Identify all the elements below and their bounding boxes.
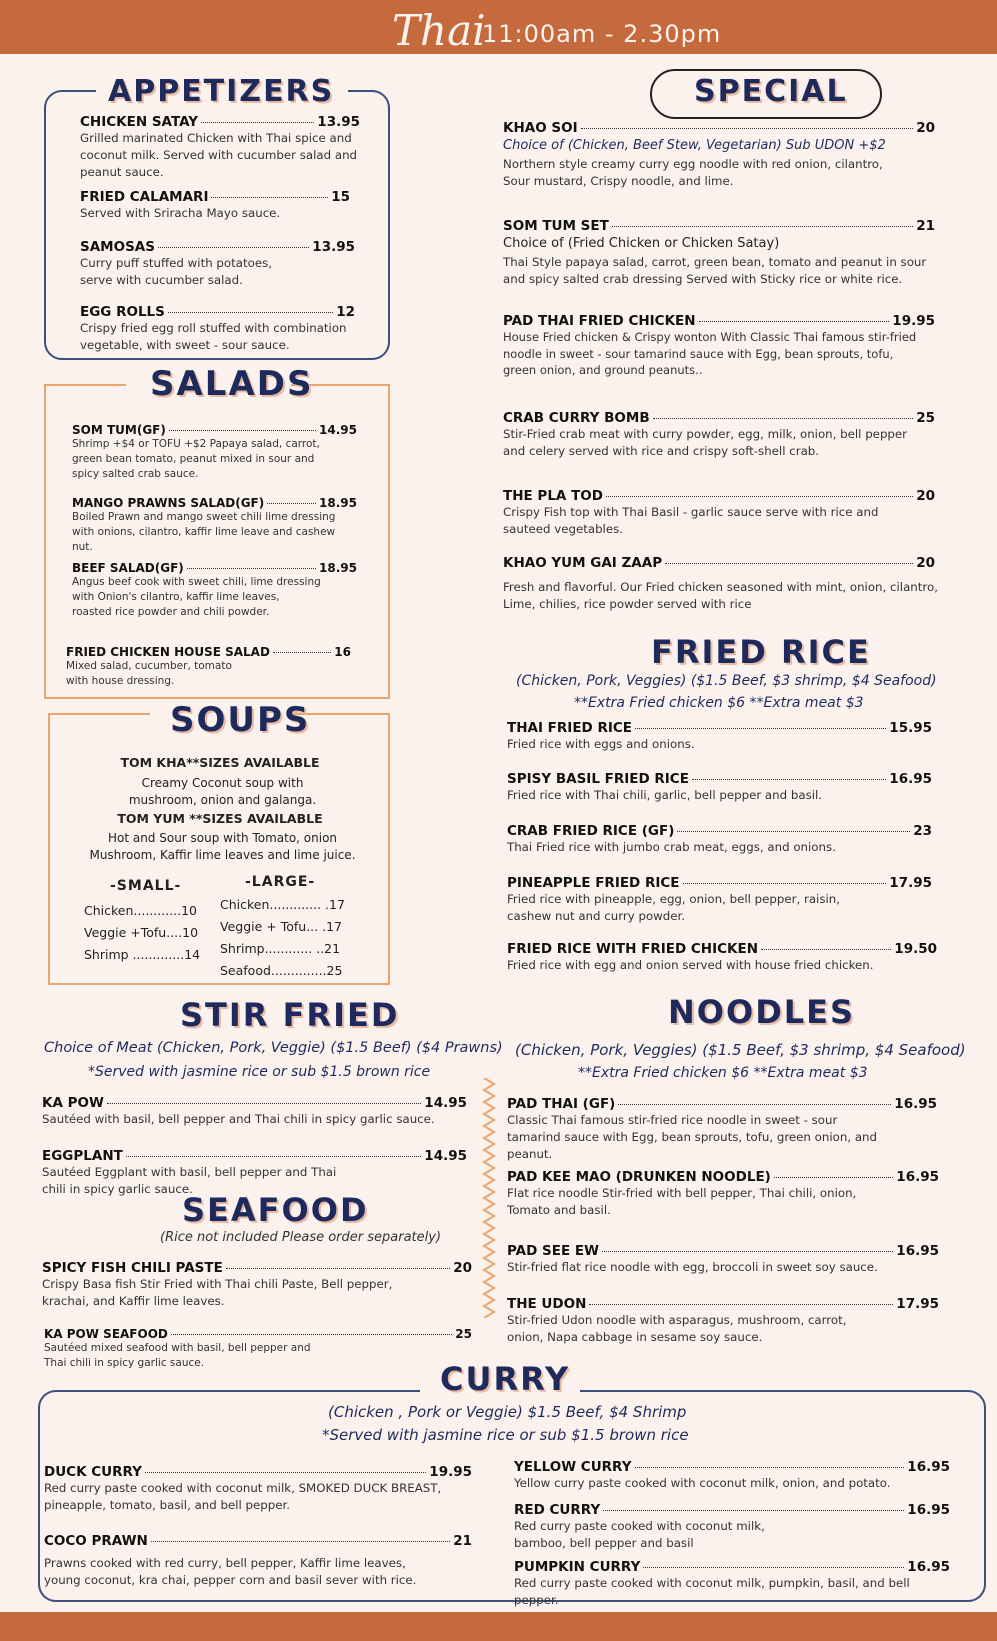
menu-item bbox=[503, 555, 938, 613]
item-desc: Served with Sriracha Mayo sauce. bbox=[80, 206, 281, 220]
item-name: THE UDON bbox=[507, 1296, 587, 1312]
item-price: 16.95 bbox=[907, 1559, 950, 1575]
item-name: FRIED CHICKEN HOUSE SALAD bbox=[66, 645, 270, 659]
noodles-note: (Chicken, Pork, Veggies) ($1.5 Beef, $3 shrimp, $4 Seafood) bbox=[515, 1041, 966, 1059]
item-desc: Mixed salad, cucumber, tomato with house dressing. bbox=[66, 660, 232, 688]
leader-dots bbox=[683, 883, 887, 884]
item-price: 20 bbox=[916, 555, 935, 571]
item-name: FRIED RICE WITH FRIED CHICKEN bbox=[507, 941, 759, 957]
item-desc: Crispy fried egg roll stuffed with combination vegetable, with sweet - sour sauce. bbox=[80, 321, 347, 353]
curry-title: CURRY bbox=[440, 1360, 571, 1398]
leader-dots bbox=[273, 652, 331, 653]
item-price: 13.95 bbox=[317, 114, 360, 130]
stir-fried-note: Choice of Meat (Chicken, Pork, Veggie) ($1.5 Beef) ($4 Prawns) bbox=[44, 1040, 503, 1056]
item-name: PAD THAI FRIED CHICKEN bbox=[503, 313, 696, 329]
leader-dots bbox=[692, 779, 886, 780]
leader-dots bbox=[606, 496, 913, 497]
leader-dots bbox=[145, 1472, 426, 1473]
leader-dots bbox=[602, 1251, 893, 1252]
item-desc: Stir-fried Udon noodle with asparagus, mushroom, carrot, onion, Napa cabbage in sesame soy sauce. bbox=[507, 1313, 847, 1345]
item-price: 16.95 bbox=[894, 1096, 937, 1112]
item-desc: Fried rice with eggs and onions. bbox=[507, 737, 695, 751]
item-price: 19.95 bbox=[892, 313, 935, 329]
item-desc: Curry puff stuffed with potatoes, serve with cucumber salad. bbox=[80, 256, 272, 288]
large-size-header: -LARGE- bbox=[245, 874, 316, 890]
item-desc: Angus beef cook with sweet chili, lime dressing with Onion's cilantro, kaffir lime leaves, roasted rice powder and chili powder. bbox=[72, 576, 321, 619]
item-name: BEEF SALAD(GF) bbox=[72, 561, 184, 575]
item-desc: Grilled marinated Chicken with Thai spice and coconut milk. Served with cucumber salad and peanut sauce. bbox=[80, 131, 358, 180]
item-name: PUMPKIN CURRY bbox=[514, 1559, 641, 1575]
stir-fried-note: *Served with jasmine rice or sub $1.5 brown rice bbox=[88, 1064, 431, 1080]
item-name: CRAB FRIED RICE (GF) bbox=[507, 823, 675, 839]
item-desc: Sautéed mixed seafood with basil, bell pepper and Thai chili in spicy garlic sauce. bbox=[44, 1342, 311, 1370]
size-price: Veggie + Tofu... .17 bbox=[220, 919, 342, 934]
item-name: KA POW SEAFOOD bbox=[44, 1327, 168, 1341]
leader-dots bbox=[126, 1156, 421, 1157]
item-name: COCO PRAWN bbox=[44, 1533, 148, 1549]
item-desc: Classic Thai famous stir-fried rice noodle in sweet - sour tamarind sauce with Egg, bean sprouts, tofu, green onion, and peanut. bbox=[507, 1113, 878, 1162]
header-hours: 11:00am - 2.30pm bbox=[482, 20, 722, 48]
item-name: CHICKEN SATAY bbox=[80, 114, 199, 130]
item-desc: Northern style creamy curry egg noodle with red onion, cilantro, Sour mustard, Crispy noodle, and lime. bbox=[503, 156, 883, 188]
menu-item bbox=[80, 304, 355, 354]
item-price: 25 bbox=[916, 410, 935, 426]
item-desc: Red curry paste cooked with coconut milk, pumpkin, basil, and bell pepper. bbox=[514, 1576, 910, 1608]
menu-item bbox=[503, 120, 935, 190]
item-name: PAD THAI (GF) bbox=[507, 1096, 616, 1112]
menu-item bbox=[72, 423, 357, 483]
menu-item bbox=[44, 1533, 472, 1589]
large-size-list bbox=[220, 894, 345, 982]
seafood-note: (Rice not included Please order separately) bbox=[160, 1230, 442, 1245]
item-desc: Red curry paste cooked with coconut milk, bamboo, bell pepper and basil bbox=[514, 1519, 765, 1551]
item-price: 15.95 bbox=[889, 720, 932, 736]
item-option: Choice of (Chicken, Beef Stew, Vegetarian) Sub UDON +$2 bbox=[503, 138, 886, 153]
item-name: KA POW bbox=[42, 1095, 104, 1111]
item-name: SOM TUM SET bbox=[503, 218, 609, 234]
leader-dots bbox=[151, 1541, 450, 1542]
noodles-note: **Extra Fried chicken $6 **Extra meat $3 bbox=[578, 1065, 868, 1081]
size-price: Veggie +Tofu....10 bbox=[84, 925, 199, 940]
menu-item bbox=[42, 1095, 467, 1128]
item-price: 17.95 bbox=[896, 1296, 939, 1312]
menu-item bbox=[72, 496, 357, 556]
item-price: 20 bbox=[453, 1260, 472, 1276]
menu-item bbox=[44, 1327, 472, 1371]
item-desc: Sautéed with basil, bell pepper and Thai chili in spicy garlic sauce. bbox=[42, 1112, 435, 1126]
leader-dots bbox=[603, 1510, 904, 1511]
item-name: PINEAPPLE FRIED RICE bbox=[507, 875, 680, 891]
item-price: 16.95 bbox=[907, 1502, 950, 1518]
menu-item bbox=[66, 645, 351, 689]
item-price: 19.95 bbox=[429, 1464, 472, 1480]
leader-dots bbox=[187, 568, 316, 569]
item-price: 16.95 bbox=[896, 1243, 939, 1259]
item-desc: Prawns cooked with red curry, bell pepper, Kaffir lime leaves, young coconut, kra chai, pepper corn and basil sever with rice. bbox=[44, 1556, 417, 1588]
menu-item bbox=[507, 1296, 939, 1346]
item-name: THE PLA TOD bbox=[503, 488, 603, 504]
item-name: EGGPLANT bbox=[42, 1148, 123, 1164]
item-price: 14.95 bbox=[319, 423, 357, 437]
item-price: 20 bbox=[916, 120, 935, 136]
leader-dots bbox=[665, 563, 913, 564]
item-price: 18.95 bbox=[319, 561, 357, 575]
salads-title: SALADS bbox=[150, 364, 314, 404]
item-name: DUCK CURRY bbox=[44, 1464, 142, 1480]
leader-dots bbox=[774, 1177, 893, 1178]
item-desc: Yellow curry paste cooked with coconut milk, onion, and potato. bbox=[514, 1476, 891, 1490]
item-name: PAD KEE MAO (DRUNKEN NOODLE) bbox=[507, 1169, 771, 1185]
item-desc: Fried rice with egg and onion served with house fried chicken. bbox=[507, 958, 874, 972]
leader-dots bbox=[635, 1467, 905, 1468]
leader-dots bbox=[168, 312, 333, 313]
item-name: THAI FRIED RICE bbox=[507, 720, 632, 736]
small-size-list bbox=[84, 900, 200, 966]
small-size-header: -SMALL- bbox=[110, 878, 182, 894]
item-desc: Fried rice with Thai chili, garlic, bell pepper and basil. bbox=[507, 788, 823, 802]
item-name: KHAO YUM GAI ZAAP bbox=[503, 555, 663, 571]
item-name: SAMOSAS bbox=[80, 239, 155, 255]
item-desc: Thai Style papaya salad, carrot, green bean, tomato and peanut in sour and spicy salted crab dressing Served with Sticky rice or white rice. bbox=[503, 254, 927, 286]
item-desc: Shrimp +$4 or TOFU +$2 Papaya salad, carrot, green bean tomato, peanut mixed in sour and spicy salted crab sauce. bbox=[72, 438, 320, 481]
menu-item bbox=[503, 488, 935, 538]
item-name: YELLOW CURRY bbox=[514, 1459, 632, 1475]
item-desc: Fresh and flavorful. Our Fried chicken seasoned with mint, onion, cilantro, Lime, chilies, rice powder served with rice bbox=[503, 580, 938, 612]
curry-note: (Chicken , Pork or Veggie) $1.5 Beef, $4 Shrimp bbox=[328, 1403, 687, 1421]
menu-item bbox=[507, 823, 932, 856]
menu-item bbox=[503, 313, 935, 379]
item-price: 14.95 bbox=[424, 1148, 467, 1164]
size-price: Seafood..............25 bbox=[220, 963, 343, 978]
leader-dots bbox=[158, 247, 309, 248]
item-price: 13.95 bbox=[312, 239, 355, 255]
leader-dots bbox=[618, 1104, 891, 1105]
item-desc: Stir-Fried crab meat with curry powder, egg, milk, onion, bell pepper and celery served with rice and crispy soft-shell crab. bbox=[503, 427, 908, 459]
leader-dots bbox=[169, 430, 316, 431]
item-desc: Thai Fried rice with jumbo crab meat, eggs, and onions. bbox=[507, 840, 836, 854]
leader-dots bbox=[677, 831, 910, 832]
item-price: 21 bbox=[453, 1533, 472, 1549]
menu-item bbox=[514, 1502, 950, 1552]
item-price: 23 bbox=[913, 823, 932, 839]
leader-dots bbox=[699, 321, 890, 322]
item-price: 16 bbox=[334, 645, 351, 659]
zigzag-divider bbox=[482, 1078, 496, 1318]
header-script-title: Thai bbox=[392, 6, 486, 55]
menu-item bbox=[514, 1459, 950, 1492]
footer-bar bbox=[0, 1612, 997, 1641]
size-price: Chicken............10 bbox=[84, 903, 197, 918]
size-price: Shrimp .............14 bbox=[84, 947, 201, 962]
leader-dots bbox=[267, 503, 316, 504]
item-name: PAD SEE EW bbox=[507, 1243, 599, 1259]
seafood-title: SEAFOOD bbox=[182, 1191, 369, 1229]
appetizers-title: APPETIZERS bbox=[108, 74, 335, 109]
leader-dots bbox=[171, 1334, 452, 1335]
item-desc: Crispy Basa fish Stir Fried with Thai chili Paste, Bell pepper, krachai, and Kaffir lime leaves. bbox=[42, 1277, 393, 1309]
leader-dots bbox=[761, 949, 891, 950]
size-price: Chicken............. .17 bbox=[220, 897, 345, 912]
menu-item bbox=[80, 239, 355, 289]
item-price: 17.95 bbox=[889, 875, 932, 891]
fried-rice-title: FRIED RICE bbox=[651, 633, 871, 671]
menu-item bbox=[507, 1096, 937, 1163]
item-price: 19.50 bbox=[894, 941, 937, 957]
leader-dots bbox=[589, 1304, 893, 1305]
leader-dots bbox=[226, 1268, 450, 1269]
stir-fried-title: STIR FRIED bbox=[180, 996, 400, 1034]
menu-item bbox=[42, 1260, 472, 1310]
item-price: 12 bbox=[336, 304, 355, 320]
menu-item bbox=[514, 1559, 950, 1609]
item-price: 25 bbox=[455, 1327, 472, 1341]
curry-note: *Served with jasmine rice or sub $1.5 brown rice bbox=[322, 1426, 689, 1444]
item-desc: Flat rice noodle Stir-fried with bell pepper, Thai chili, onion, Tomato and basil. bbox=[507, 1186, 857, 1218]
item-name: SPISY BASIL FRIED RICE bbox=[507, 771, 689, 787]
item-name: SOM TUM(GF) bbox=[72, 423, 166, 437]
menu-item bbox=[80, 189, 350, 222]
leader-dots bbox=[107, 1103, 421, 1104]
menu-item bbox=[507, 941, 937, 974]
menu-item bbox=[80, 114, 360, 181]
item-price: 18.95 bbox=[319, 496, 357, 510]
soup-tom-kha: TOM KHA**SIZES AVAILABLE bbox=[120, 755, 320, 770]
item-name: CRAB CURRY BOMB bbox=[503, 410, 650, 426]
item-desc: Crispy Fish top with Thai Basil - garlic sauce serve with rice and sauteed vegetables. bbox=[503, 505, 879, 537]
leader-dots bbox=[643, 1567, 904, 1568]
menu-item bbox=[507, 1243, 939, 1276]
soup-tom-yum-desc: Hot and Sour soup with Tomato, onion Mushroom, Kaffir lime leaves and lime juice. bbox=[89, 831, 356, 862]
item-name: SPICY FISH CHILI PASTE bbox=[42, 1260, 223, 1276]
leader-dots bbox=[581, 128, 914, 129]
menu-item bbox=[503, 410, 935, 460]
item-name: RED CURRY bbox=[514, 1502, 601, 1518]
item-price: 16.95 bbox=[889, 771, 932, 787]
fried-rice-note: (Chicken, Pork, Veggies) ($1.5 Beef, $3 shrimp, $4 Seafood) bbox=[516, 673, 937, 689]
header-bar bbox=[0, 0, 997, 54]
leader-dots bbox=[653, 418, 914, 419]
item-price: 16.95 bbox=[896, 1169, 939, 1185]
leader-dots bbox=[635, 728, 886, 729]
menu-item bbox=[507, 1169, 939, 1219]
special-title: SPECIAL bbox=[694, 74, 848, 109]
fried-rice-note: **Extra Fried chicken $6 **Extra meat $3 bbox=[574, 695, 864, 711]
item-desc: Red curry paste cooked with coconut milk, SMOKED DUCK BREAST, pineapple, tomato, basil, and bell pepper. bbox=[44, 1481, 442, 1513]
item-desc: Sautéed Eggplant with basil, bell pepper and Thai chili in spicy garlic sauce. bbox=[42, 1165, 337, 1197]
item-price: 20 bbox=[916, 488, 935, 504]
soup-tom-kha-desc: Creamy Coconut soup with mushroom, onion and galanga. bbox=[128, 776, 317, 807]
item-desc: Fried rice with pineapple, egg, onion, bell pepper, raisin, cashew nut and curry powder. bbox=[507, 892, 840, 924]
menu-item bbox=[72, 561, 357, 621]
noodles-title: NOODLES bbox=[668, 993, 856, 1031]
item-price: 15 bbox=[331, 189, 350, 205]
leader-dots bbox=[201, 122, 314, 123]
menu-item bbox=[507, 771, 932, 804]
menu-item bbox=[507, 720, 932, 753]
menu-item bbox=[507, 875, 932, 925]
soups-title: SOUPS bbox=[170, 700, 311, 740]
leader-dots bbox=[612, 226, 913, 227]
item-price: 21 bbox=[916, 218, 935, 234]
item-price: 14.95 bbox=[424, 1095, 467, 1111]
menu-item bbox=[503, 218, 935, 288]
soup-tom-yum: TOM YUM **SIZES AVAILABLE bbox=[117, 811, 323, 826]
item-name: KHAO SOI bbox=[503, 120, 578, 136]
menu-item bbox=[44, 1464, 472, 1514]
item-option: Choice of (Fried Chicken or Chicken Satay) bbox=[503, 236, 780, 251]
item-desc: House Fried chicken & Crispy wonton With Classic Thai famous stir-fried noodle in sweet - sour tamarind sauce with Egg, bean sprouts, tofu, green onion, and ground peanuts.. bbox=[503, 330, 917, 378]
item-name: FRIED CALAMARI bbox=[80, 189, 209, 205]
item-desc: Boiled Prawn and mango sweet chili lime dressing with onions, cilantro, kaffir lime leave and cashew nut. bbox=[72, 511, 336, 554]
item-desc: Stir-fried flat rice noodle with egg, broccoli in sweet soy sauce. bbox=[507, 1260, 878, 1274]
item-name: EGG ROLLS bbox=[80, 304, 165, 320]
size-price: Shrimp............ ..21 bbox=[220, 941, 341, 956]
item-name: MANGO PRAWNS SALAD(GF) bbox=[72, 496, 265, 510]
leader-dots bbox=[211, 197, 328, 198]
item-price: 16.95 bbox=[907, 1459, 950, 1475]
